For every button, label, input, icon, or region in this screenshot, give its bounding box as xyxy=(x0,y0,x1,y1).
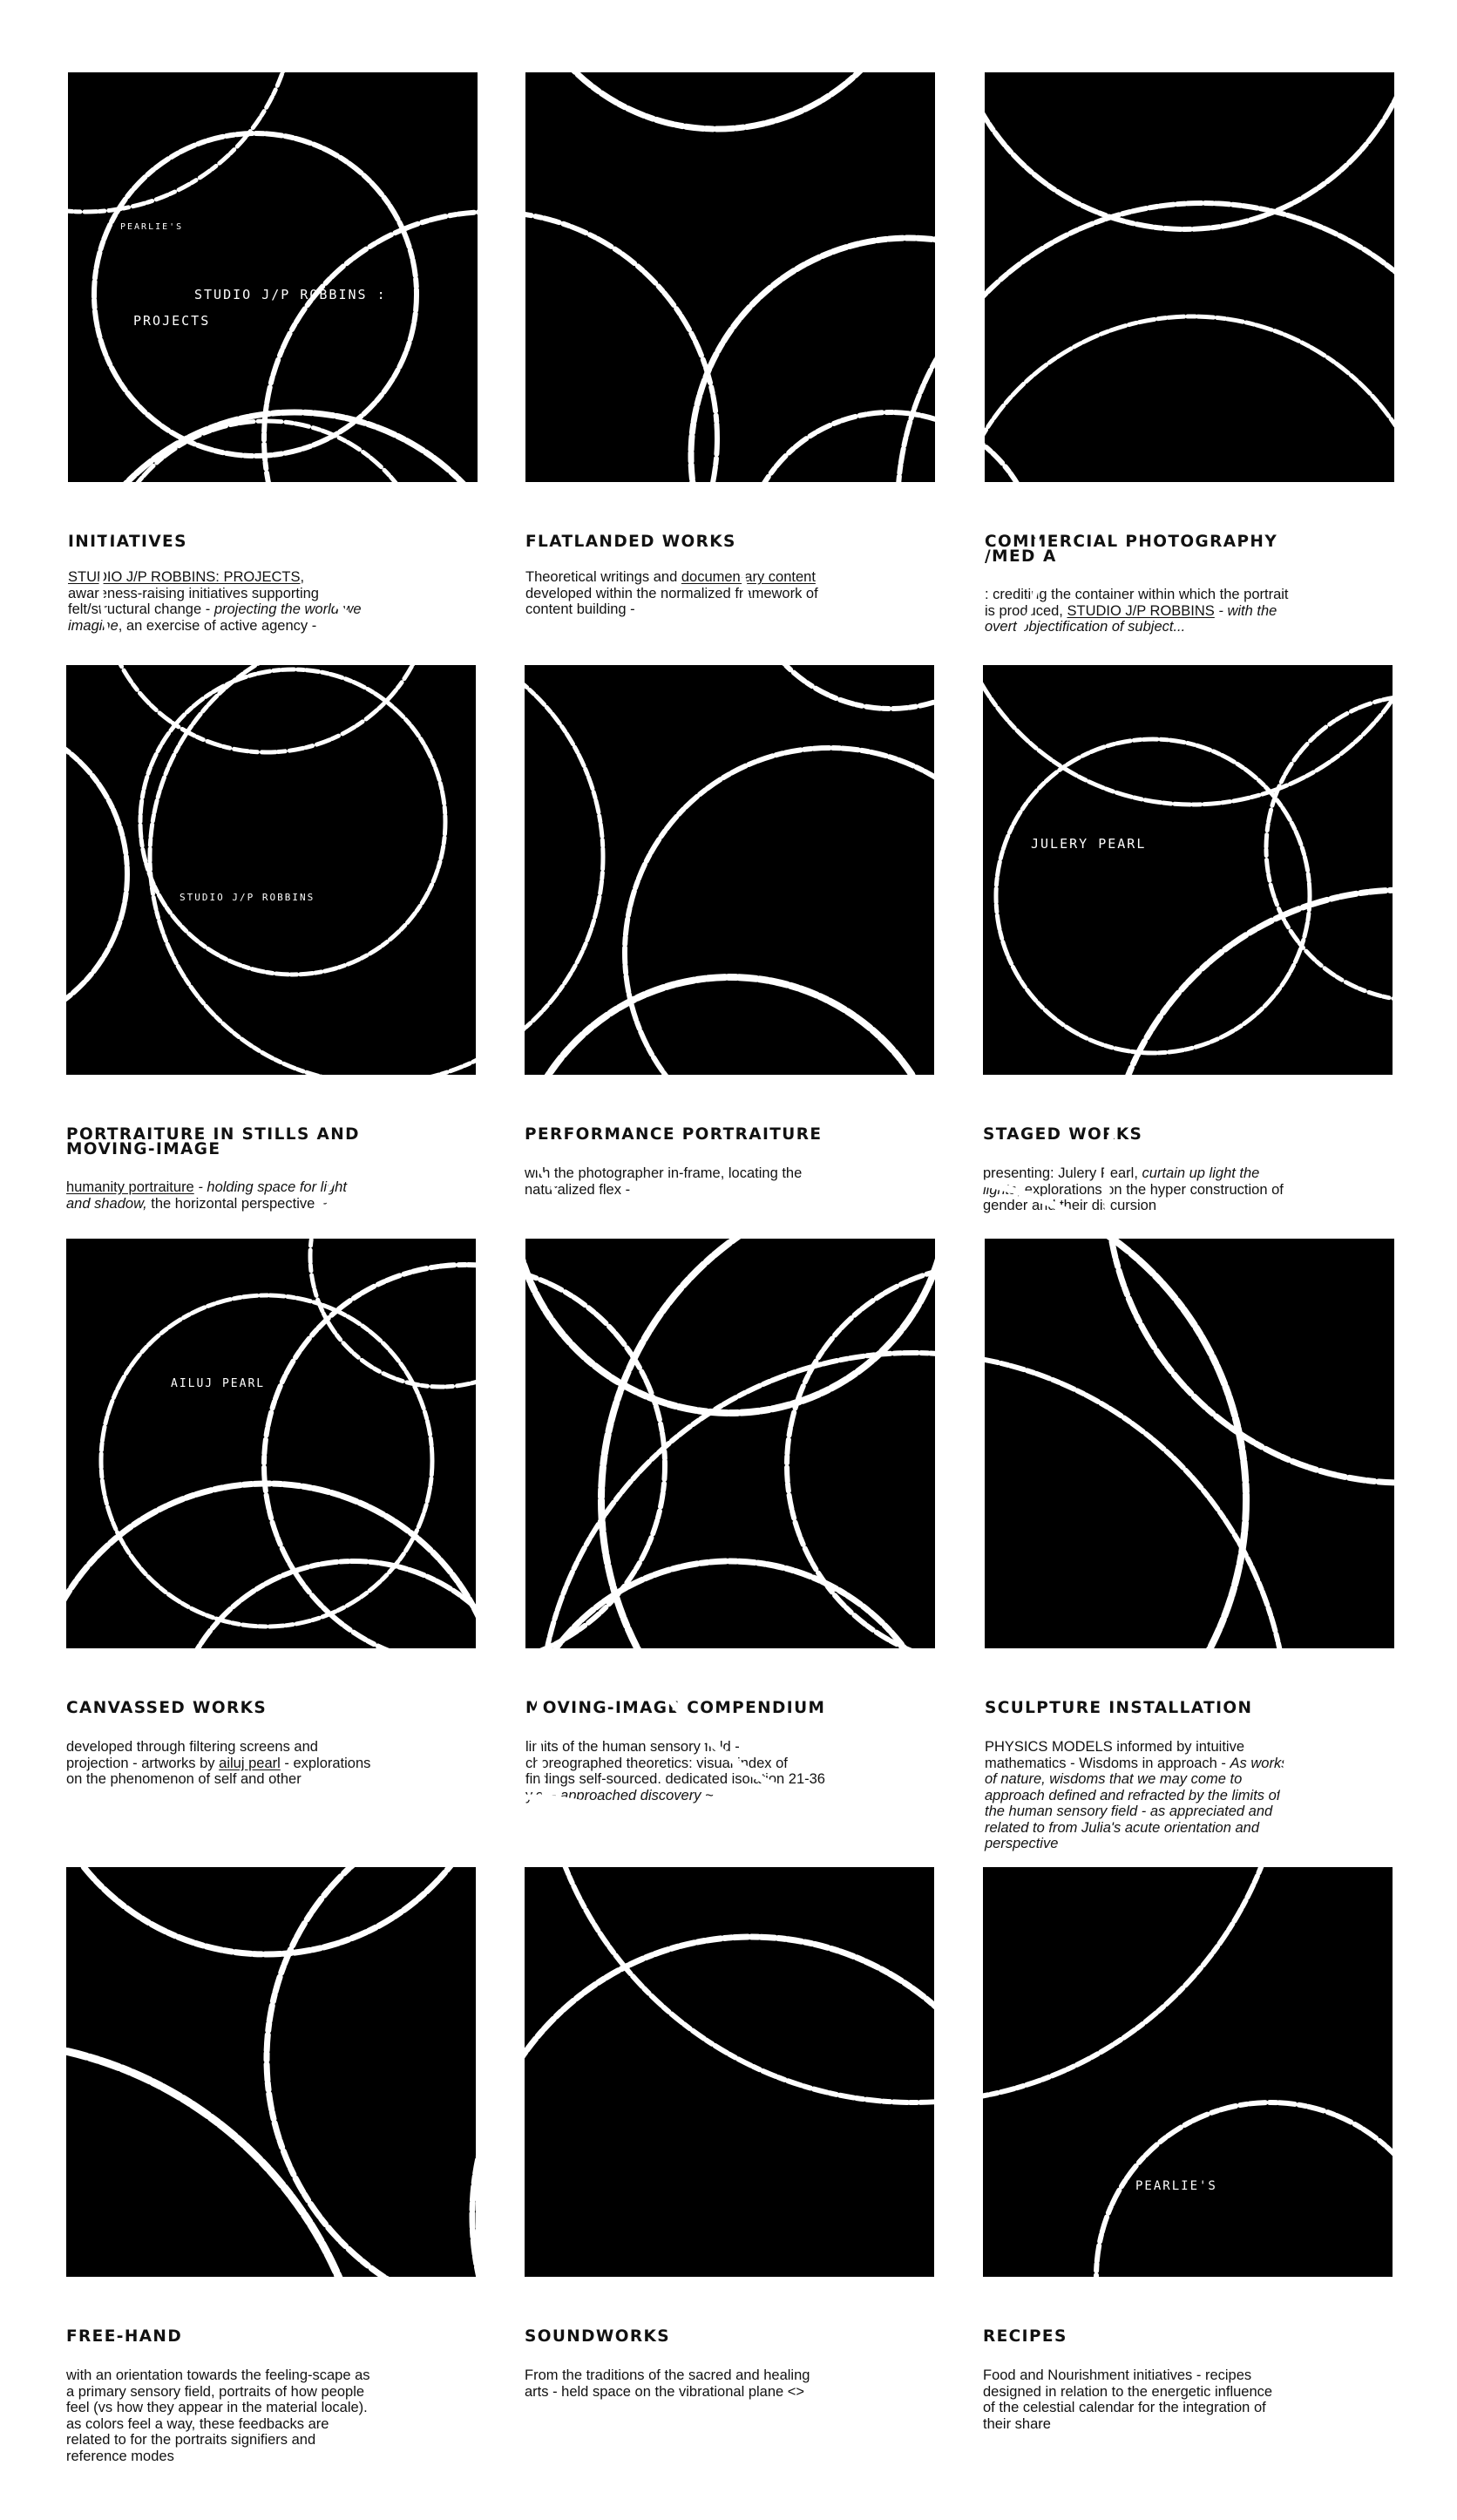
description-link[interactable]: humanity portraiture xyxy=(66,1179,194,1195)
chalk-circles-image xyxy=(983,665,1393,1075)
pearlies-handwriting: PEARLIE'S xyxy=(1135,2179,1217,2193)
card-free-hand xyxy=(66,1867,476,2464)
card-description xyxy=(983,1165,1288,1214)
description-text: with the photographer in-frame, locating the naturalized flex - xyxy=(525,1165,803,1198)
description-text: : crediting the container within which the portrait is produced, xyxy=(985,587,1289,619)
card-performance-portraiture xyxy=(525,665,934,1198)
description-italic: approached discovery ~ xyxy=(560,1787,714,1803)
card-soundworks xyxy=(525,1867,934,2400)
description-text: with an orientation towards the feeling-scape as a primary sensory field, portraits of how people feel (vs how they appear in the material locale). as colors feel a way, these feedbacks are related to for the portraits signifiers and reference modes xyxy=(66,2367,370,2464)
description-link[interactable]: STUDIO J/P ROBBINS xyxy=(1067,602,1215,619)
card-description xyxy=(66,2367,371,2464)
recipes-thumbnail[interactable] xyxy=(983,1867,1393,2277)
chalk-circles-image xyxy=(525,1867,934,2277)
card-title[interactable]: PORTRAITURE IN STILLS AND MOVING-IMAGE xyxy=(66,1125,360,1158)
canvassed-works-thumbnail[interactable] xyxy=(66,1239,476,1648)
card-title[interactable]: SOUNDWORKS xyxy=(525,2327,670,2346)
card-recipes xyxy=(983,1867,1393,2432)
description-text-end: the horizontal perspective ~ xyxy=(146,1195,328,1212)
description-text: From the traditions of the sacred and healing arts - held space on the vibrational plane <> xyxy=(525,2367,810,2400)
card-title[interactable]: RECIPES xyxy=(983,2327,1067,2346)
card-description xyxy=(983,2367,1288,2432)
card-title[interactable]: MOVING-IMAGE COMPENDIUM xyxy=(525,1699,826,1717)
description-italic: - with the overt objectification of subject... xyxy=(985,602,1277,635)
staged-works-thumbnail[interactable] xyxy=(983,665,1393,1075)
chalk-circles-image xyxy=(525,1239,935,1648)
performance-portraiture-thumbnail[interactable] xyxy=(525,665,934,1075)
portraiture-thumbnail[interactable] xyxy=(66,665,476,1075)
description-text-end: , an exercise of active agency - xyxy=(118,617,317,634)
card-title[interactable]: INITIATIVES xyxy=(68,533,187,551)
description-text: limits of the human sensory field - choreographed theoretics: visual index of findings self-sourced. dedicated isolation 21-36 y.o. - xyxy=(525,1739,825,1803)
card-canvassed-works xyxy=(66,1239,476,1787)
chalk-circles-image xyxy=(985,72,1394,482)
studio-handwriting: STUDIO J/P ROBBINS : xyxy=(194,287,387,302)
card-description xyxy=(985,587,1290,651)
card-description xyxy=(525,2367,830,2400)
description-link[interactable]: documentary content xyxy=(681,569,816,585)
chalk-circles-image xyxy=(525,665,934,1075)
sculpture-installation-thumbnail[interactable] xyxy=(985,1239,1394,1648)
studio-handwriting: STUDIO J/P ROBBINS xyxy=(180,892,315,903)
card-title[interactable]: COMMERCIAL PHOTOGRAPHY /MEDIA xyxy=(985,533,1278,566)
description-text-end: , explorations on the hyper construction of gender and their discursion xyxy=(983,1181,1284,1213)
card-description xyxy=(525,569,830,618)
pearlies-handwriting: PEARLIE'S xyxy=(120,222,184,232)
card-flatlanded-works xyxy=(525,72,935,617)
card-commercial-photography xyxy=(985,72,1394,635)
description-text: developed through filtering screens and projection - artworks by xyxy=(66,1739,318,1771)
card-description xyxy=(68,569,373,634)
flatlanded-works-thumbnail[interactable] xyxy=(525,72,935,482)
card-staged-works xyxy=(983,665,1393,1213)
projects-handwriting: PROJECTS xyxy=(133,313,211,329)
free-hand-thumbnail[interactable] xyxy=(66,1867,476,2277)
description-link[interactable]: ailuj pearl xyxy=(219,1755,281,1771)
card-sculpture-installation xyxy=(985,1239,1394,1851)
description-italic: curtain up light the lights xyxy=(983,1165,1260,1198)
card-title[interactable]: STAGED WORKS xyxy=(983,1125,1143,1144)
card-title[interactable]: PERFORMANCE PORTRAITURE xyxy=(525,1125,823,1144)
card-title[interactable]: CANVASSED WORKS xyxy=(66,1699,268,1717)
chalk-circles-image xyxy=(525,72,935,482)
julery-pearl-handwriting: JULERY PEARL xyxy=(1031,836,1147,852)
description-text: , awareness-raising initiatives supporting felt/structural change - xyxy=(68,569,319,617)
description-italic: projecting the world we imagine xyxy=(68,601,362,634)
card-portraiture xyxy=(66,665,476,1212)
card-moving-image-compendium xyxy=(525,1239,935,1803)
description-italic: - holding space for light and shadow, xyxy=(66,1179,347,1212)
description-text-end: developed within the normalized framework of content building - xyxy=(525,585,818,617)
chalk-circles-image xyxy=(983,1867,1393,2277)
commercial-photography-thumbnail[interactable] xyxy=(985,72,1394,482)
card-title[interactable]: FREE-HAND xyxy=(66,2327,183,2346)
card-description xyxy=(66,1739,371,1788)
description-text-end: - explorations on the phenomenon of self and other xyxy=(66,1755,371,1787)
soundworks-thumbnail[interactable] xyxy=(525,1867,934,2277)
chalk-circles-image xyxy=(985,1239,1394,1648)
card-description xyxy=(985,1739,1290,1851)
description-text: Theoretical writings and xyxy=(525,569,681,585)
description-link[interactable]: STUDIO J/P ROBBINS: PROJECTS xyxy=(68,569,301,585)
description-italic: As works of nature, wisdoms that we may come to approach defined and refracted by the limits of the human sensory field - as appreciated and related to from Julia's acute orientation and perspective xyxy=(985,1755,1289,1851)
chalk-circles-image xyxy=(66,665,476,1075)
moving-image-compendium-thumbnail[interactable] xyxy=(525,1239,935,1648)
card-description xyxy=(525,1165,830,1198)
card-title[interactable]: SCULPTURE INSTALLATION xyxy=(985,1699,1253,1717)
ailuj-pearl-handwriting: AILUJ PEARL xyxy=(171,1377,266,1390)
description-text: Food and Nourishment initiatives - recipes designed in relation to the energetic influence of the celestial calendar for the integration of their share xyxy=(983,2367,1273,2432)
description-text: PHYSICS MODELS informed by intuitive mathematics - Wisdoms in approach - xyxy=(985,1739,1245,1771)
chalk-circles-image xyxy=(66,1239,476,1648)
card-title[interactable]: FLATLANDED WORKS xyxy=(525,533,736,551)
chalk-circles-image xyxy=(66,1867,476,2277)
description-text: presenting: Julery Pearl, xyxy=(983,1165,1142,1181)
